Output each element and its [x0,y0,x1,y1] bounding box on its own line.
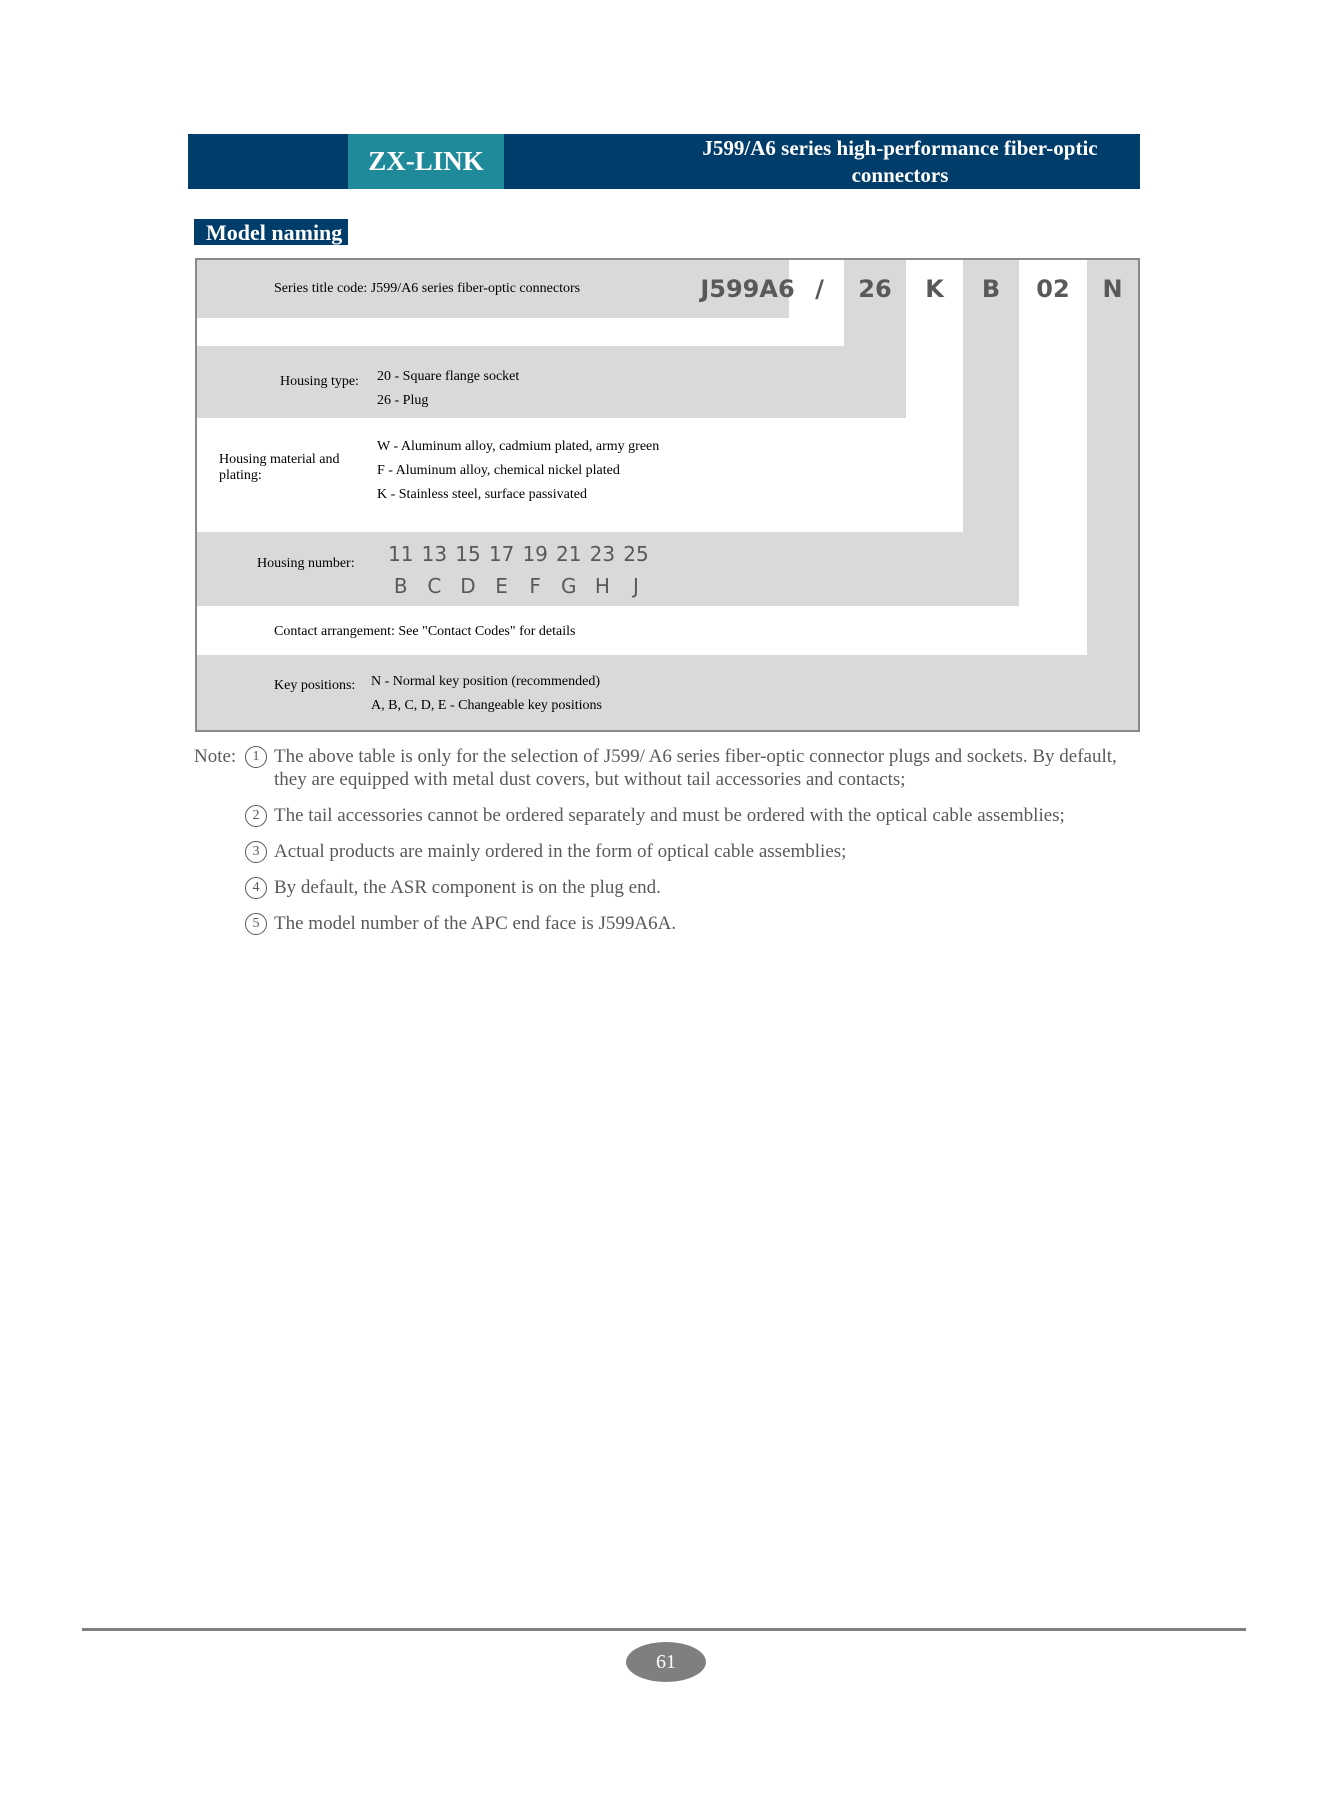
code-housing-material: K [925,275,944,303]
housing-number-value: 23 [589,542,616,566]
code-series: J599A6 [700,275,795,303]
key-positions-label: Key positions: [274,678,356,693]
housing-type-option: 26 - Plug [377,393,429,408]
housing-material-option: K - Stainless steel, surface passivated [377,487,587,502]
housing-number-value: 11 [388,542,414,566]
housing-number-letters [384,574,653,598]
column-key [1087,260,1138,730]
note-number: 1 [245,746,267,768]
housing-material-option: F - Aluminum alloy, chemical nickel plated [377,463,620,478]
note-number: 3 [245,841,267,863]
note-text: Actual products are mainly ordered in the form of optical cable assemblies; [274,841,847,862]
notes [194,745,1144,948]
note-text: The tail accessories cannot be ordered separately and must be ordered with the optical cable assemblies; [274,805,1065,826]
housing-number-letter: F [529,574,541,598]
code-key-position: N [1102,275,1123,303]
housing-number-value: 17 [488,542,515,566]
housing-number-letter: C [427,574,442,598]
note-item [194,804,1144,827]
page-number: 61 [626,1642,706,1682]
note-number: 4 [245,877,267,899]
housing-number-letter: J [633,574,639,598]
note-text: The model number of the APC end face is J599A6A. [274,913,677,934]
housing-number-letter: B [393,574,408,598]
note-prefix: Note: [194,746,237,767]
housing-number-letter: H [594,574,610,598]
housing-number-value: 19 [522,542,548,566]
housing-number-label: Housing number: [257,556,355,571]
housing-number-values [384,542,653,566]
section-title: Model naming [194,219,348,245]
brand-logo: ZX-LINK [348,134,504,189]
note-item [194,912,1144,935]
housing-type-option: 20 - Square flange socket [377,369,520,384]
note-text: The above table is only for the selection of J599/ A6 series fiber-optic connector plugs and sockets. By default, they are equipped with metal dust covers, but without tail accessories and contacts; [274,746,1117,790]
housing-number-letter: E [495,574,508,598]
note-item [194,876,1144,899]
note-item [194,745,1144,791]
note-number: 5 [245,913,267,935]
note-item [194,840,1144,863]
note-text: By default, the ASR component is on the plug end. [274,877,661,898]
key-position-option: A, B, C, D, E - Changeable key positions [371,698,602,713]
key-position-option: N - Normal key position (recommended) [371,674,600,689]
code-housing-number: B [981,275,1001,303]
note-number: 2 [245,805,267,827]
housing-material-label: Housing material and plating: [219,452,340,483]
housing-number-value: 15 [455,542,481,566]
contact-arrangement-label: Contact arrangement: See "Contact Codes" for details [274,624,576,639]
housing-number-value: 25 [623,542,649,566]
code-separator: / [815,275,824,303]
housing-type-label: Housing type: [280,374,359,389]
housing-material-option: W - Aluminum alloy, cadmium plated, army green [377,439,660,454]
housing-number-letter: G [561,574,577,598]
code-contact-arrangement: 02 [1036,275,1070,303]
code-housing-type: 26 [858,275,892,303]
series-title: J599/A6 series high-performance fiber-optic connectors [702,135,1098,187]
housing-number-value: 13 [421,542,448,566]
housing-number-letter: D [460,574,476,598]
footer-divider [82,1628,1246,1631]
series-label: Series title code: J599/A6 series fiber-optic connectors [274,281,581,296]
housing-number-value: 21 [556,542,582,566]
